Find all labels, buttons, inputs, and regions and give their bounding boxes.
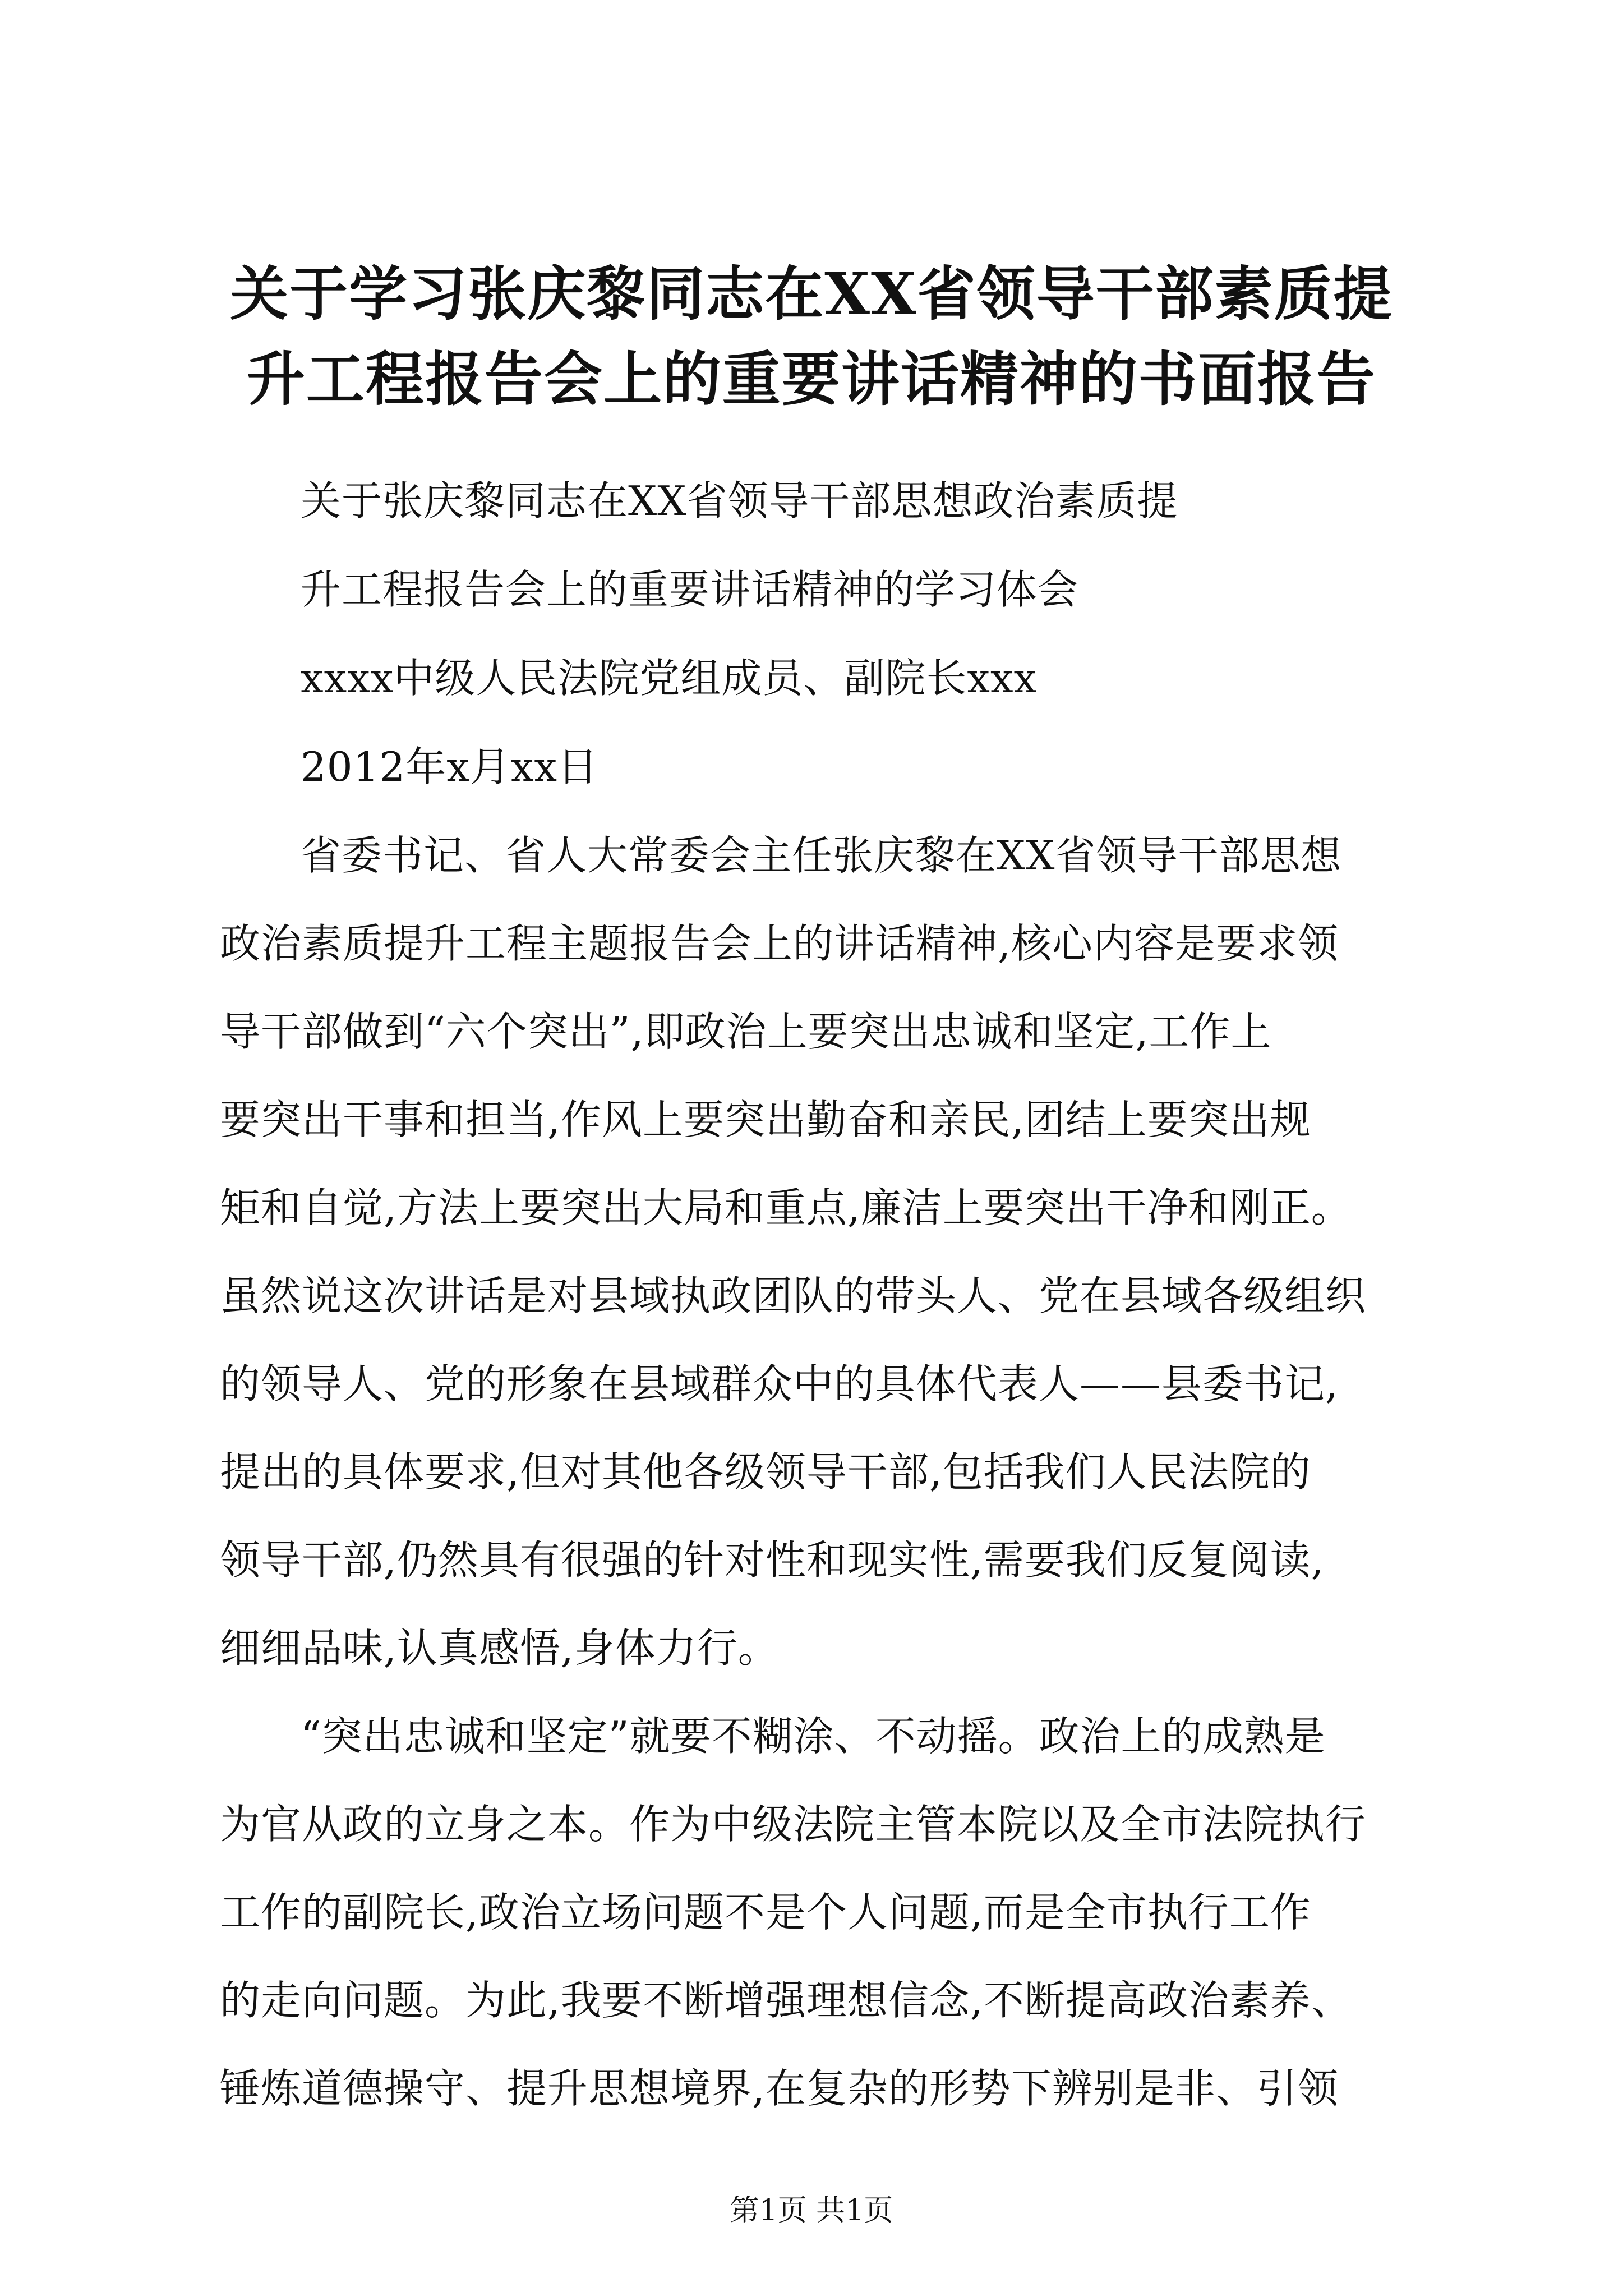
paragraph-2-line: 锤炼道德操守、提升思想境界,在复杂的形势下辨别是非、引领 [220,2065,1339,2112]
paragraph-1-line: 矩和自觉,方法上要突出大局和重点,廉洁上要突出干净和刚正。 [220,1184,1352,1231]
subtitle-line-1: 关于张庆黎同志在XX省领导干部思想政治素质提 [301,477,1178,524]
document-title-line-2: 升工程报告会上的重要讲话精神的书面报告 [246,344,1376,413]
paragraph-1-line: 细细品味,认真感悟,身体力行。 [220,1625,779,1672]
paragraph-1-line: 要突出干事和担当,作风上要突出勤奋和亲民,团结上要突出规 [220,1096,1311,1143]
subtitle-line-2: 升工程报告会上的重要讲话精神的学习体会 [301,566,1079,613]
paragraph-1-line: 虽然说这次讲话是对县域执政团队的带头人、党在县域各级组织 [220,1272,1367,1319]
page-footer: 第1页 共1页 [730,2194,893,2228]
paragraph-2-line: 工作的副院长,政治立场问题不是个人问题,而是全市执行工作 [220,1889,1311,1936]
paragraph-1-line: 导干部做到“六个突出”,即政治上要突出忠诚和坚定,工作上 [220,1008,1272,1055]
author-line: xxxx中级人民法院党组成员、副院长xxx [301,655,1038,702]
document-title-line-1: 关于学习张庆黎同志在XX省领导干部素质提 [230,259,1393,328]
paragraph-2-line: 为官从政的立身之本。作为中级法院主管本院以及全市法院执行 [220,1801,1367,1848]
paragraph-2-line: 的走向问题。为此,我要不断增强理想信念,不断提高政治素养、 [220,1977,1352,2024]
paragraph-1-line: 省委书记、省人大常委会主任张庆黎在XX省领导干部思想 [301,832,1342,879]
date-line: 2012年x月xx日 [301,743,599,790]
paragraph-1-line: 政治素质提升工程主题报告会上的讲话精神,核心内容是要求领 [220,920,1339,967]
paragraph-1-line: 提出的具体要求,但对其他各级领导干部,包括我们人民法院的 [220,1448,1311,1496]
paragraph-1-line: 的领导人、党的形象在县域群众中的具体代表人——县委书记, [220,1360,1339,1407]
paragraph-1-line: 领导干部,仍然具有很强的针对性和现实性,需要我们反复阅读, [220,1536,1325,1584]
paragraph-2-line: “突出忠诚和坚定”就要不糊涂、不动摇。政治上的成熟是 [301,1713,1326,1760]
